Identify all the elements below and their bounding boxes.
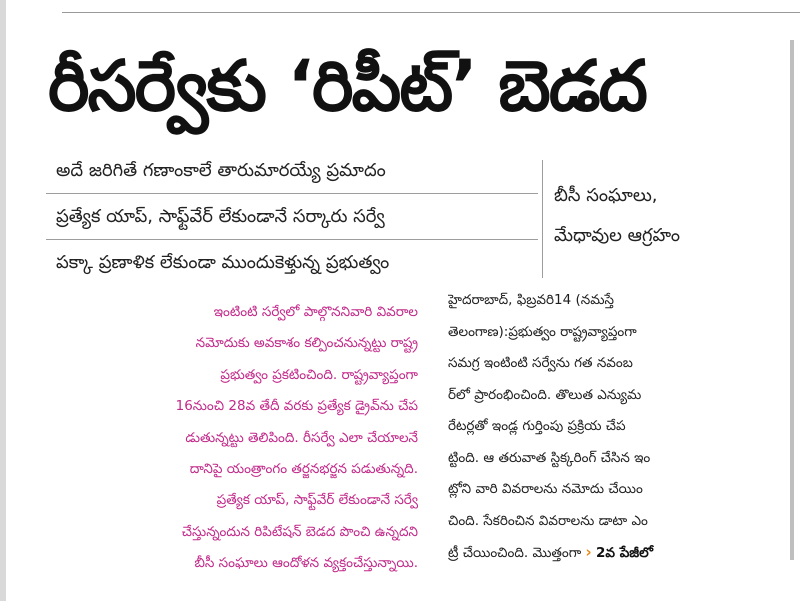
continued-on-page-label: 2వ పేజీలో bbox=[596, 545, 654, 561]
pink-summary-line: ఇంటింటి సర్వేలో పాల్గొననివారి వివరాల bbox=[213, 304, 418, 320]
pink-summary-line: బీసీ సంఘాలు ఆందోళన వ్యక్తంచేస్తున్నాయి. bbox=[194, 555, 418, 572]
side-deck bbox=[554, 176, 784, 266]
deck-line-1: అదే జరిగితే గణాంకాలే తారుమారయ్యే ప్రమాదం bbox=[46, 148, 538, 194]
headline: రీసర్వేకు ‘రిపీట్’ బెడద bbox=[48, 45, 646, 127]
deck-divider bbox=[542, 160, 543, 278]
body-line: ట్లోని వారి వివరాలను నమోదు చేయిం bbox=[448, 481, 643, 497]
pink-summary-line: 16నుంచి 28వ తేదీ వరకు ప్రత్యేక డ్రైవ్‌ను చేప bbox=[175, 398, 418, 415]
continue-arrow-icon: › bbox=[585, 543, 592, 561]
body-line: రేటర్లతో ఇండ్ల గుర్తింపు ప్రక్రియ చేప bbox=[448, 418, 626, 434]
deck-block bbox=[46, 148, 538, 286]
body-line: ట్టింది. ఆ తరువాత స్టిక్కరింగ్ చేసిన ఇం bbox=[448, 449, 651, 466]
pink-summary-line: దానిపై యంత్రాంగం తర్జనభర్జన పడుతున్నది. bbox=[189, 461, 418, 478]
body-last-line bbox=[448, 537, 776, 570]
side-deck-line-1: బీసీ సంఘాలు, bbox=[554, 185, 658, 206]
deck-line-2: ప్రత్యేక యాప్, సాఫ్ట్‌వేర్ లేకుండానే సర్కారు సర్వే bbox=[46, 194, 538, 240]
pink-summary bbox=[90, 293, 418, 583]
pink-summary-line: నమోదుకు అవకాశం కల్పించనున్నట్టు రాష్ట్ర bbox=[195, 335, 418, 352]
right-column-rule bbox=[790, 40, 794, 560]
pink-summary-line: చేస్తున్నందున రిపిటేషన్ బెడద పొంచి ఉన్నదని bbox=[181, 523, 418, 540]
body-line: తెలంగాణ):ప్రభుత్వం రాష్ట్రవ్యాప్తంగా bbox=[448, 323, 637, 340]
body-line: హైదరాబాద్, ఫిబ్రవరి14 (నమస్తే bbox=[448, 292, 615, 308]
body-line: చింది. సేకరించిన వివరాలను డాటా ఎం bbox=[448, 512, 648, 529]
body-column bbox=[448, 285, 776, 575]
body-last-text: ట్రీ చేయించింది. మొత్తంగా bbox=[448, 545, 582, 561]
body-line: ర్‌లో ప్రారంభించింది. తొలుత ఎన్యుమ bbox=[448, 386, 642, 403]
side-deck-line-2: మేధావుల ఆగ్రహం bbox=[554, 225, 681, 246]
pink-summary-line: ప్రభుత్వం ప్రకటించింది. రాష్ట్రవ్యాప్తంగా bbox=[220, 366, 418, 383]
left-edge-strip bbox=[0, 0, 6, 601]
top-rule bbox=[62, 12, 800, 13]
body-line: సమగ్ర ఇంటింటి సర్వేను గత నవంబ bbox=[448, 355, 633, 371]
pink-summary-line: డుతున్నట్టు తెలిపింది. రీసర్వే ఎలా చేయాలనే bbox=[185, 429, 418, 446]
pink-summary-line: ప్రత్యేక యాప్, సాఫ్ట్‌వేర్ లేకుండానే సర్వే bbox=[216, 492, 418, 509]
deck-line-3: పక్కా ప్రణాళిక లేకుండా ముందుకెళ్తున్న ప్రభుత్వం bbox=[56, 252, 390, 273]
